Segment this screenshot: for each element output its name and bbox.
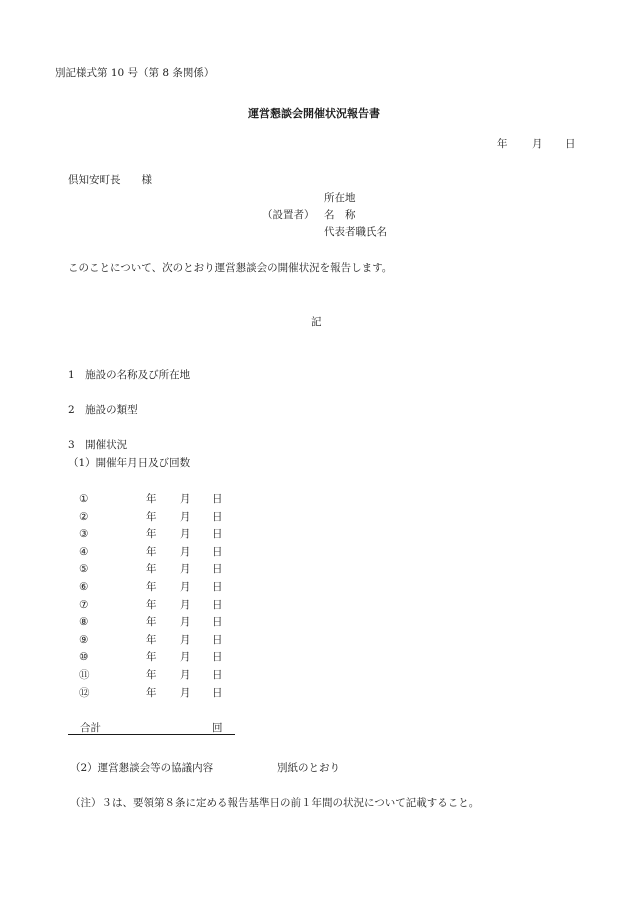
addressee: 倶知安町長 様 xyxy=(68,174,152,186)
section-3-1: （1）開催年月日及び回数 xyxy=(68,457,191,469)
meeting-number: ⑨ xyxy=(79,633,89,646)
meeting-day: 日 xyxy=(212,669,223,681)
meeting-year: 年 xyxy=(146,651,157,664)
meeting-row xyxy=(0,564,630,576)
meeting-row xyxy=(0,670,630,682)
meeting-number: ⑦ xyxy=(79,598,89,611)
meeting-number: ⑧ xyxy=(79,616,89,629)
meeting-month: 月 xyxy=(180,563,191,576)
meeting-year: 年 xyxy=(146,545,157,558)
representative-label: 代表者職氏名 xyxy=(324,226,387,238)
meeting-row xyxy=(0,617,630,629)
meeting-row xyxy=(0,529,630,541)
date-year: 年 xyxy=(497,138,508,150)
date-day: 日 xyxy=(565,138,576,150)
meeting-day: 日 xyxy=(212,510,223,523)
note: （注）３は、要領第８条に定める報告基準日の前１年間の状況について記載すること。 xyxy=(70,797,480,809)
meeting-day: 日 xyxy=(212,616,223,629)
meeting-year: 年 xyxy=(146,528,157,541)
meeting-year: 年 xyxy=(146,563,157,576)
meeting-month: 月 xyxy=(180,616,191,629)
meeting-day: 日 xyxy=(212,528,223,541)
meeting-month: 月 xyxy=(180,510,191,523)
date-month: 月 xyxy=(532,138,543,150)
meeting-row xyxy=(0,652,630,664)
total-underline xyxy=(68,734,235,735)
meeting-row xyxy=(0,582,630,594)
meeting-number: ⑫ xyxy=(79,686,90,699)
meeting-month: 月 xyxy=(180,686,191,699)
meeting-number: ③ xyxy=(79,528,89,541)
meeting-year: 年 xyxy=(146,510,157,523)
meeting-month: 月 xyxy=(180,651,191,664)
meeting-month: 月 xyxy=(180,493,191,505)
form-label: 別記様式第 10 号（第 8 条関係） xyxy=(55,67,215,79)
meeting-year: 年 xyxy=(146,598,157,611)
ki-marker: 記 xyxy=(311,316,322,328)
meeting-number: ① xyxy=(79,493,89,505)
section-3: 3 開催状況 xyxy=(68,439,128,451)
document-title: 運営懇談会開催状況報告書 xyxy=(248,107,380,120)
body-text: このことについて、次のとおり運営懇談会の開催状況を報告します。 xyxy=(68,262,393,274)
meeting-month: 月 xyxy=(180,545,191,558)
meeting-day: 日 xyxy=(212,598,223,611)
meeting-month: 月 xyxy=(180,528,191,541)
meeting-row xyxy=(0,494,630,506)
meeting-day: 日 xyxy=(212,686,223,699)
total-label: 合計 xyxy=(80,722,101,734)
meeting-day: 日 xyxy=(212,563,223,576)
meeting-number: ② xyxy=(79,510,89,523)
meeting-number: ⑪ xyxy=(79,669,90,681)
meeting-number: ⑥ xyxy=(79,581,89,593)
section-3-2-label: （2）運営懇談会等の協議内容 xyxy=(70,762,214,774)
meeting-year: 年 xyxy=(146,633,157,646)
section-1: 1 施設の名称及び所在地 xyxy=(68,369,191,381)
address-label: 所在地 xyxy=(324,192,356,204)
section-3-2-value: 別紙のとおり xyxy=(277,762,340,774)
meeting-row xyxy=(0,635,630,647)
meeting-day: 日 xyxy=(212,493,223,505)
total-unit: 回 xyxy=(212,722,223,734)
meeting-day: 日 xyxy=(212,651,223,664)
meeting-row xyxy=(0,547,630,559)
meeting-year: 年 xyxy=(146,581,157,593)
meeting-month: 月 xyxy=(180,633,191,646)
meeting-month: 月 xyxy=(180,669,191,681)
meeting-number: ⑤ xyxy=(79,563,89,576)
meeting-row xyxy=(0,600,630,612)
meeting-day: 日 xyxy=(212,581,223,593)
meeting-row xyxy=(0,512,630,524)
meeting-month: 月 xyxy=(180,598,191,611)
meeting-day: 日 xyxy=(212,545,223,558)
meeting-number: ④ xyxy=(79,545,89,558)
meeting-year: 年 xyxy=(146,669,157,681)
meeting-row xyxy=(0,688,630,700)
section-2: 2 施設の類型 xyxy=(68,404,138,416)
meeting-day: 日 xyxy=(212,633,223,646)
meeting-year: 年 xyxy=(146,616,157,629)
meeting-number: ⑩ xyxy=(79,651,89,664)
name-label: 名 称 xyxy=(324,209,356,221)
meeting-month: 月 xyxy=(180,581,191,593)
meeting-year: 年 xyxy=(146,493,157,505)
meeting-year: 年 xyxy=(146,686,157,699)
role-label: （設置者） xyxy=(262,209,315,221)
